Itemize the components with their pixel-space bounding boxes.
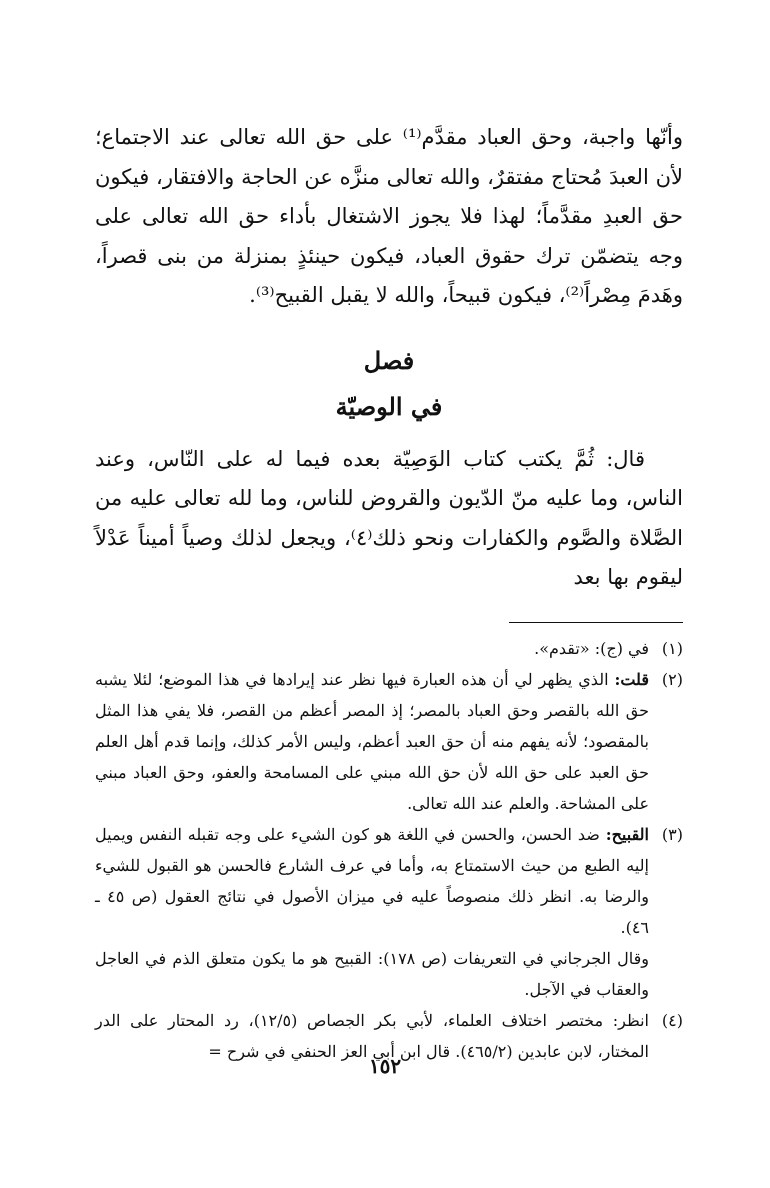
book-page: [95, 118, 683, 1118]
footnote-3-continuation: وقال الجرجاني في التعريفات (ص ١٧٨): القبيح هو ما يكون متعلق الذم في العاجل والعقاب في الآجل.: [95, 948, 649, 999]
footnotes: [95, 633, 683, 1067]
footnote-number: (٣): [661, 824, 683, 844]
footnote-text: [95, 664, 649, 819]
body-paragraph-2: قال: ثُمَّ يكتب كتاب الوَصِيّة بعده فيما له على النّاس، وعند الناس، وما عليه منّ الدّيون والقروض للناس، وما لله تعالى عليه من الصَّلاة والصَّوم والكفارات ونحو ذلك⁽٤⁾، ويجعل لذلك وصياً أميناً عَدْلاً ليقوم بها بعد: [95, 446, 683, 589]
section-subtitle: في الوصيّة: [335, 391, 443, 421]
footnote-number: (٢): [661, 669, 683, 689]
footnote-text: [95, 819, 649, 943]
footnote-lead-term: قلت:: [614, 669, 649, 689]
footnote-3: [95, 819, 683, 943]
footnote-text: [95, 633, 649, 664]
footnote-number: (١): [661, 638, 683, 658]
footnote-number: (٤): [661, 1010, 683, 1030]
footnote-lead-term: القبيح:: [605, 824, 649, 844]
footnote-2: [95, 664, 683, 819]
footnote-line: القبيح: ضد الحسن، والحسن في اللغة هو كون الشيء على وجه تقبله النفس ويميل إليه الطبع من حيث الاستمتاع به، وأما في عرف الشارع فالحسن هو القبول للشيء والرضا به. انظر ذلك منصوصاً عليه في ميزان الأصول في نتائج العقول (ص ٤٥ ـ ٤٦).: [95, 824, 649, 937]
footnote-line: قلت: الذي يظهر لي أن هذه العبارة فيها نظر عند إيرادها في هذا الموضع؛ لئلا يشبه حق الله بالقصر وحق العباد بالمصر؛ إذ المصر أعظم من القصر، فلا يفي هذا المثل بالمقصود؛ لأنه يفهم منه أن حق العبد أعظم، وليس الأمر كذلك، وإنما قدم أهل العلم حق العبد على حق الله لأن حق الله مبني على المسامحة والعفو، وحق العباد مبني على المشاحة. والعلم عند الله تعالى.: [95, 669, 649, 813]
footnote-line: في (ج): «تقدم».: [534, 638, 649, 658]
body-paragraph-1: وأنّها واجبة، وحق العباد مقدَّم⁽¹⁾ على حق الله تعالى عند الاجتماع؛ لأن العبدَ مُحتاج مفتقرٌ، والله تعالى منزَّه عن الحاجة والافتقار، فيكون حق العبدِ مقدَّماً؛ لهذا فلا يجوز الاشتغال بأداء حق الله تعالى على وجه يتضمّن ترك حقوق العباد، فيكون حينئذٍ بمنزلة من بنى قصراً، وهَدمَ مِصْراً⁽²⁾، فيكون قبيحاً، والله لا يقبل القبيح⁽³⁾.: [95, 125, 683, 307]
section-heading: [95, 338, 683, 430]
footnote-line: انظر: مختصر اختلاف العلماء، لأبي بكر الجصاص (١٢/٥)، رد المحتار على الدر المختار، لابن عابدين (٤٦٥/٢). قال ابن أبي العز الحنفي في شرح =: [95, 1010, 649, 1061]
section-title: فصل: [363, 345, 415, 375]
page-number: ١٥٢: [368, 1054, 402, 1078]
footnote-separator: [509, 622, 683, 623]
footnote-1: [95, 633, 683, 664]
